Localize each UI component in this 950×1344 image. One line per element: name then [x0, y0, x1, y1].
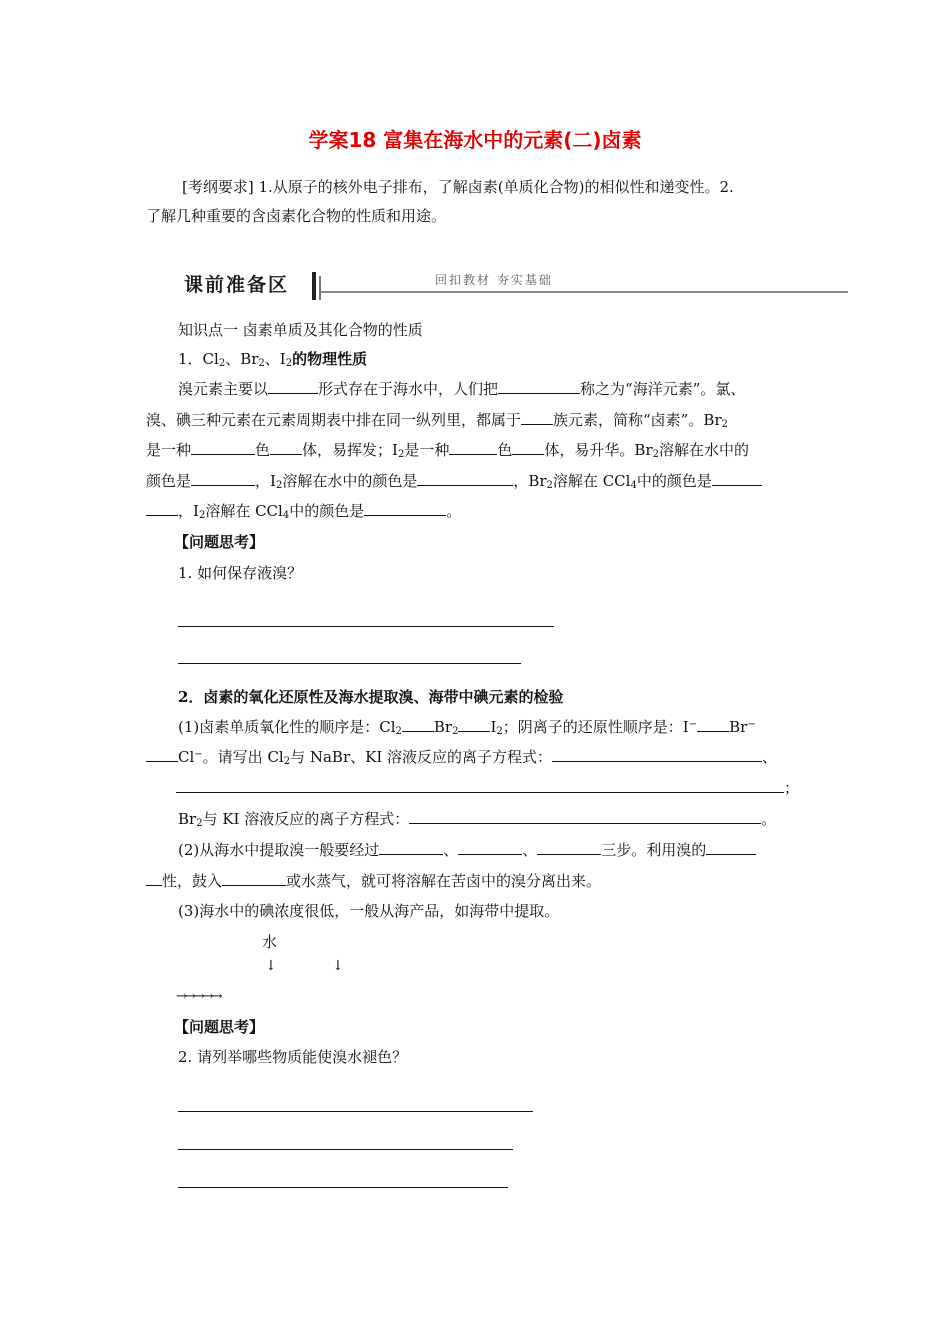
text: 颜色是 [146, 472, 192, 490]
text: 1．Cl [178, 350, 219, 368]
paragraph-line-3 [146, 439, 749, 460]
subscript: 2 [283, 756, 291, 767]
subscript: 2 [285, 358, 293, 369]
text: 。请写出 Cl [202, 748, 284, 766]
text: ；阴离子的还原性顺序是：I [502, 718, 689, 736]
subscript: 2 [397, 449, 405, 460]
text: 溶解在 CCl [552, 472, 631, 490]
fill-blank[interactable] [512, 439, 544, 455]
text: ； [784, 779, 800, 797]
answer-line[interactable] [178, 1149, 513, 1150]
text: ，I [178, 502, 199, 520]
subscript: 2 [721, 419, 728, 430]
fill-blank[interactable] [712, 470, 762, 486]
text: 溶解在水中的颜色是 [282, 472, 418, 490]
item2-line-5 [178, 839, 756, 860]
fill-blank[interactable] [222, 870, 286, 886]
paragraph-line-5 [146, 500, 461, 521]
text: 、 [522, 841, 538, 859]
answer-line[interactable] [178, 1111, 533, 1112]
fill-blank[interactable] [458, 716, 490, 732]
paragraph-line-4 [146, 470, 762, 491]
fill-blank[interactable] [176, 777, 784, 793]
fill-blank[interactable] [458, 839, 522, 855]
banner-subtitle: 回扣教材 夯实基础 [435, 273, 553, 287]
text: 溴元素主要以 [178, 380, 269, 398]
requirement-line-2: 了解几种重要的含卤素化合物的性质和用途。 [146, 207, 447, 225]
fill-blank[interactable] [379, 839, 443, 855]
subscript: 2 [452, 726, 459, 737]
fill-blank[interactable] [146, 746, 178, 762]
fill-blank[interactable] [402, 716, 434, 732]
text: 。 [446, 502, 462, 520]
banner-title: 课前准备区 [180, 270, 314, 300]
answer-line[interactable] [178, 626, 554, 627]
text: 三步。利用溴的 [601, 841, 707, 859]
text: 是一种 [146, 441, 192, 459]
item2-line-7: (3)海水中的碘浓度很低，一般从海产品，如海带中提取。 [178, 902, 560, 920]
text: 与 NaBr、KI 溶液反应的离子方程式： [290, 748, 553, 766]
fill-blank[interactable] [449, 439, 497, 455]
down-arrow-icon: ↓ [265, 958, 277, 974]
text: 、Br [225, 350, 259, 368]
item1-heading [178, 348, 367, 369]
text: Br [178, 810, 197, 828]
text: 色 [497, 441, 513, 459]
fill-blank[interactable] [417, 470, 513, 486]
fill-blank[interactable] [537, 839, 601, 855]
text: 中的颜色是 [289, 502, 365, 520]
flow-water-label: 水 [262, 933, 278, 951]
text: 体，易挥发；I [302, 441, 398, 459]
subscript: 2 [218, 358, 226, 369]
item2-line-4 [178, 808, 776, 829]
text: 的物理性质 [292, 350, 368, 368]
subscript: 2 [275, 480, 283, 491]
fill-blank[interactable] [552, 746, 762, 762]
fill-blank[interactable] [697, 716, 729, 732]
fill-blank[interactable] [521, 409, 553, 425]
page-title: 学案18 富集在海水中的元素(二)卤素 [308, 128, 642, 152]
text: 或水蒸气，就可将溶解在苦卤中的溴分离出来。 [286, 872, 602, 890]
fill-blank[interactable] [498, 378, 580, 394]
text: Br [729, 718, 748, 736]
item2-heading: 2．卤素的氧化还原性及海水提取溴、海带中碘元素的检验 [178, 688, 564, 706]
text: 色 [255, 441, 271, 459]
item2-line-2 [146, 746, 777, 767]
text: 中的颜色是 [636, 472, 712, 490]
text: 族元素，简称“卤素”。Br [553, 411, 722, 429]
banner-rule [321, 291, 848, 293]
text: Br [433, 718, 453, 736]
banner-divider-thin [319, 276, 321, 300]
superscript: − [747, 719, 756, 730]
fill-blank[interactable] [409, 808, 761, 824]
text: 溶解在 CCl [205, 502, 283, 520]
subscript: 4 [630, 480, 637, 491]
text: 、I [264, 350, 286, 368]
subscript: 2 [546, 480, 553, 491]
answer-line[interactable] [178, 663, 521, 664]
text: Cl [178, 748, 195, 766]
subscript: 2 [395, 726, 402, 737]
fill-blank[interactable] [146, 870, 162, 886]
knowledge-heading: 知识点一 卤素单质及其化合物的性质 [178, 321, 423, 339]
fill-blank[interactable] [268, 378, 318, 394]
text: 形式存在于海水中，人们把 [318, 380, 499, 398]
paragraph-line-2 [146, 409, 728, 430]
think-question-2: 2. 请列举哪些物质能使溴水褪色？ [178, 1048, 408, 1066]
text: 是一种 [404, 441, 450, 459]
superscript: − [194, 749, 203, 760]
paragraph-line-1 [178, 378, 745, 399]
text: 、 [443, 841, 459, 859]
text: 溶解在水中的 [658, 441, 749, 459]
subscript: 2 [652, 449, 659, 460]
text: (1)卤素单质氧化性的顺序是：Cl [178, 718, 396, 736]
superscript: − [688, 719, 698, 730]
fill-blank[interactable] [146, 500, 178, 516]
text: 称之为“海洋元素”。氯、 [580, 380, 746, 398]
text: 。 [761, 810, 777, 828]
item2-line-3 [176, 777, 799, 798]
think-question-1: 1. 如何保存液溴？ [178, 564, 303, 582]
text: I [490, 718, 497, 736]
subscript: 4 [282, 510, 290, 521]
item2-line-6 [146, 870, 601, 891]
text: ，Br [513, 472, 547, 490]
requirement-line-1: [考纲要求] 1.从原子的核外电子排布，了解卤素(单质化合物)的相似性和递变性。2. [182, 178, 734, 196]
subscript: 2 [196, 818, 203, 829]
fill-blank[interactable] [191, 470, 255, 486]
subscript: 2 [198, 510, 206, 521]
think-label-2: 【问题思考】 [174, 1018, 265, 1036]
think-label-1: 【问题思考】 [174, 533, 265, 551]
banner-divider [312, 272, 316, 300]
text: (2)从海水中提取溴一般要经过 [178, 841, 380, 859]
subscript: 2 [496, 726, 503, 737]
section-banner [180, 270, 848, 302]
fill-blank[interactable] [706, 839, 756, 855]
down-arrow-icon: ↓ [332, 958, 344, 974]
text: 性，鼓入 [162, 872, 223, 890]
text: 体，易升华。Br [544, 441, 653, 459]
text: 、 [762, 748, 778, 766]
text: ，I [255, 472, 276, 490]
text: 溴、碘三种元素在元素周期表中排在同一纵列里，都属于 [146, 411, 522, 429]
subscript: 2 [258, 358, 265, 369]
flow-arrows: →→→→→ [176, 989, 221, 1004]
answer-line[interactable] [178, 1187, 508, 1188]
text: 与 KI 溶液反应的离子方程式： [202, 810, 410, 828]
fill-blank[interactable] [270, 439, 302, 455]
fill-blank[interactable] [364, 500, 446, 516]
item2-line-1 [178, 716, 756, 737]
fill-blank[interactable] [191, 439, 255, 455]
